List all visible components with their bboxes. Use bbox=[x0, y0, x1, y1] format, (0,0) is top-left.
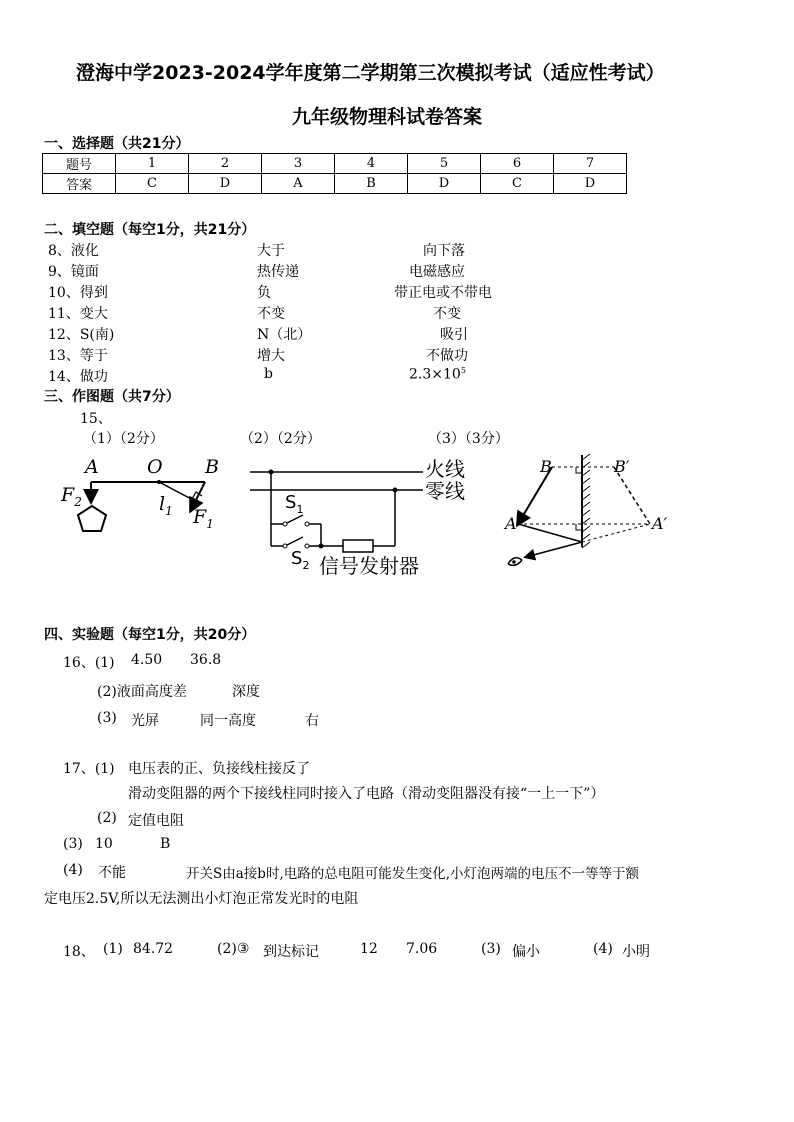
q18-label: 18、 bbox=[63, 944, 95, 960]
table-cell: 题号 bbox=[43, 154, 116, 174]
image-AB bbox=[614, 467, 650, 524]
label-Aprime: A′ bbox=[652, 514, 668, 533]
table-cell: D bbox=[408, 174, 481, 194]
table-cell: 答案 bbox=[43, 174, 116, 194]
table-cell: 5 bbox=[408, 154, 481, 174]
q18-p4: (4) bbox=[593, 941, 613, 957]
q16-2-label: (2)液面高度差 bbox=[97, 684, 187, 700]
table-cell: 1 bbox=[116, 154, 189, 174]
fill-q12: 12、S(南) bbox=[48, 327, 115, 343]
switch-contact bbox=[283, 522, 287, 526]
section2-heading: 二、填空题（每空1分，共21分） bbox=[44, 222, 256, 238]
label-B: B bbox=[205, 456, 219, 478]
label-B: B bbox=[540, 457, 552, 476]
q17-4-label: (4) bbox=[63, 862, 83, 878]
mirror-diagram bbox=[500, 450, 680, 580]
label-O: O bbox=[147, 456, 163, 478]
label-Bprime: B′ bbox=[614, 457, 630, 476]
signal-transmitter bbox=[343, 540, 373, 552]
q16-3-label: (3) bbox=[97, 710, 117, 726]
table-cell: D bbox=[189, 174, 262, 194]
table-cell: B bbox=[335, 174, 408, 194]
label-A: A bbox=[85, 456, 99, 478]
fill-q9-a: 热传递 bbox=[257, 264, 299, 280]
label-S1: $S_1$ bbox=[285, 492, 304, 516]
table-cell: 4 bbox=[335, 154, 408, 174]
fill-q8-a: 大于 bbox=[257, 243, 285, 259]
q17-3-v2: B bbox=[160, 836, 171, 852]
q18-v5: 偏小 bbox=[512, 944, 540, 960]
fill-q8-b: 向下落 bbox=[423, 243, 465, 259]
table-cell: D bbox=[554, 174, 627, 194]
section3-heading: 三、作图题（共7分） bbox=[44, 389, 180, 405]
q16-1-v2: 36.8 bbox=[190, 652, 222, 668]
fill-q11-b: 不变 bbox=[433, 306, 461, 322]
fill-q11-a: 不变 bbox=[257, 306, 285, 322]
section1-heading: 一、选择题（共21分） bbox=[44, 136, 190, 152]
q18-p1: (1) bbox=[103, 941, 123, 957]
q18-v1: 84.72 bbox=[133, 941, 174, 957]
q18-v4: 7.06 bbox=[406, 941, 438, 957]
fill-q12-a: N（北） bbox=[257, 327, 312, 343]
label-F1: $F_1$ bbox=[193, 506, 214, 531]
switch-contact bbox=[305, 522, 309, 526]
table-cell: 7 bbox=[554, 154, 627, 174]
eye-pupil bbox=[512, 560, 516, 564]
fill-q14-b: $2.3\times 10^5$ bbox=[409, 366, 466, 383]
label-S2: $S_2$ bbox=[291, 548, 310, 572]
table-cell: C bbox=[481, 174, 554, 194]
q17-4-v1: 不能 bbox=[98, 865, 126, 881]
fill-q10: 10、得到 bbox=[48, 285, 108, 301]
switch-S2 bbox=[285, 537, 303, 546]
dashed-line bbox=[582, 524, 650, 542]
q17-1-text: 电压表的正、负接线柱接反了 bbox=[128, 761, 310, 777]
object-AB bbox=[518, 467, 552, 524]
weight-pentagon bbox=[78, 506, 106, 531]
lever-diagram bbox=[55, 455, 235, 545]
fill-q12-b: 吸引 bbox=[440, 327, 468, 343]
q17-1-text2: 滑动变阻器的两个下接线柱同时接入了电路（滑动变阻器没有接“一上一下”） bbox=[128, 786, 605, 802]
q17-3-label: (3) bbox=[63, 836, 83, 852]
q17-3-v1: 10 bbox=[95, 836, 113, 852]
fill-q13-b: 不做功 bbox=[426, 348, 468, 364]
fill-q9: 9、镜面 bbox=[48, 264, 99, 280]
switch-S1 bbox=[285, 515, 303, 524]
switch-contact bbox=[283, 544, 287, 548]
q16-2-v1: 深度 bbox=[232, 684, 260, 700]
fill-q13: 13、等于 bbox=[48, 348, 108, 364]
table-row bbox=[43, 174, 627, 194]
page-subtitle: 九年级物理科试卷答案 bbox=[292, 106, 483, 128]
fill-q10-b: 带正电或不带电 bbox=[394, 285, 492, 301]
label-live-wire: 火线 bbox=[425, 457, 465, 481]
table-cell: C bbox=[116, 174, 189, 194]
junction bbox=[319, 544, 324, 549]
q18-p2: (2)③ bbox=[217, 941, 250, 957]
q17-1-label: 17、(1) bbox=[63, 761, 115, 777]
q17-2-label: (2) bbox=[97, 810, 117, 826]
fill-q14-a: b bbox=[264, 366, 273, 382]
fill-q14: 14、做功 bbox=[48, 369, 108, 385]
table-cell: A bbox=[262, 174, 335, 194]
q15-label: 15、 bbox=[80, 411, 112, 427]
table-cell: 3 bbox=[262, 154, 335, 174]
incident-ray bbox=[518, 524, 582, 542]
q15-part2: （2）（2分） bbox=[240, 431, 321, 447]
switch-contact bbox=[305, 544, 309, 548]
circuit-diagram bbox=[245, 452, 485, 582]
table-row bbox=[43, 154, 627, 174]
q18-v2: 到达标记 bbox=[263, 944, 319, 960]
q16-3-v3: 右 bbox=[305, 713, 319, 729]
mirror-hatching bbox=[582, 454, 590, 548]
q16-1-v1: 4.50 bbox=[131, 652, 163, 668]
q17-4-text2: 定电压2.5V,所以无法测出小灯泡正常发光时的电阻 bbox=[44, 891, 359, 907]
q18-v3: 12 bbox=[360, 941, 378, 957]
table-cell: 6 bbox=[481, 154, 554, 174]
label-F2: $F_2$ bbox=[61, 484, 82, 509]
label-signal-transmitter: 信号发射器 bbox=[319, 554, 419, 578]
label-neutral-wire: 零线 bbox=[425, 479, 465, 503]
page-title: 澄海中学2023-2024学年度第二学期第三次模拟考试（适应性考试） bbox=[76, 62, 665, 84]
reflected-ray bbox=[526, 542, 582, 557]
q16-3-v2: 同一高度 bbox=[200, 713, 256, 729]
label-l1: $l_1$ bbox=[159, 493, 173, 518]
q17-4-text: 开关S由a接b时,电路的总电阻可能发生变化,小灯泡两端的电压不一等等于额 bbox=[186, 866, 640, 882]
q18-p3: (3) bbox=[481, 941, 501, 957]
q16-1-label: 16、(1) bbox=[63, 655, 115, 671]
q15-part3: （3）（3分） bbox=[428, 431, 509, 447]
q16-3-v1: 光屏 bbox=[131, 713, 159, 729]
fill-q11: 11、变大 bbox=[48, 306, 108, 322]
q15-part1: （1）（2分） bbox=[83, 431, 164, 447]
q17-2-text: 定值电阻 bbox=[128, 813, 184, 829]
fill-q9-b: 电磁感应 bbox=[409, 264, 465, 280]
fill-q13-a: 增大 bbox=[257, 348, 285, 364]
fill-q8: 8、液化 bbox=[48, 243, 99, 259]
q18-v6: 小明 bbox=[622, 944, 650, 960]
section4-heading: 四、实验题（每空1分，共20分） bbox=[44, 627, 256, 643]
label-A: A bbox=[505, 514, 517, 533]
table-cell: 2 bbox=[189, 154, 262, 174]
answer-table bbox=[42, 153, 627, 194]
fill-q10-a: 负 bbox=[257, 285, 271, 301]
